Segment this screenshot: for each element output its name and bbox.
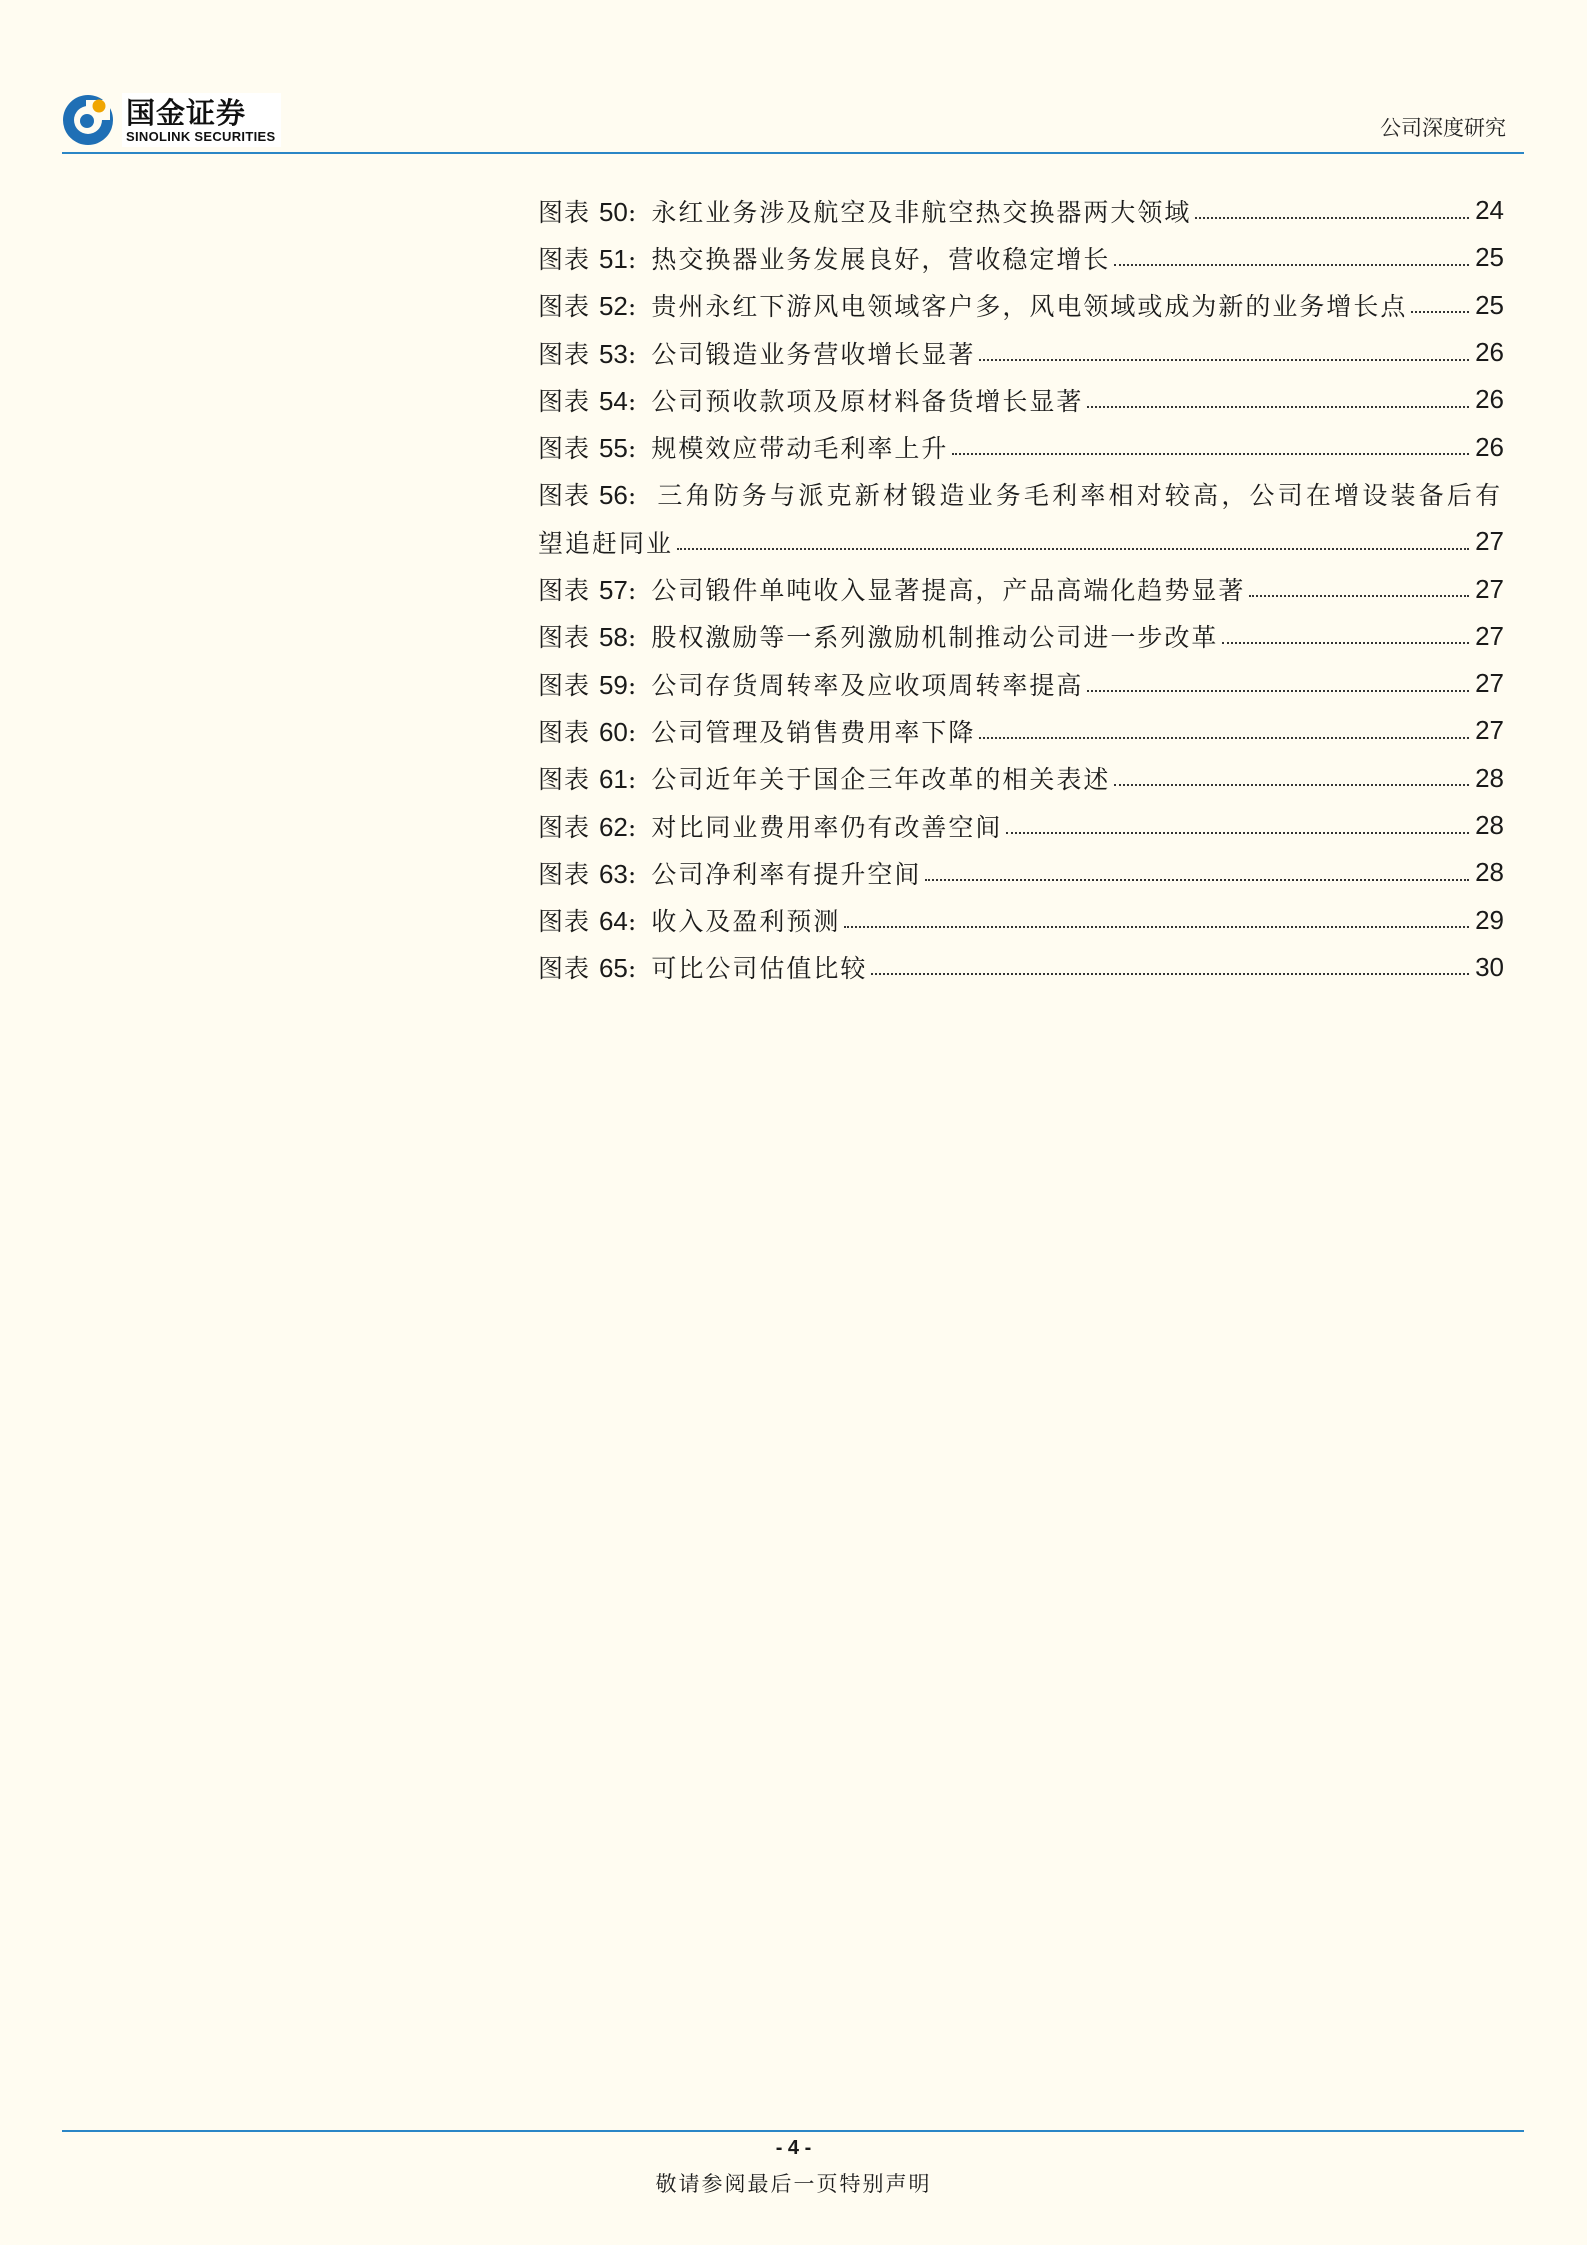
toc-page: 28 (1475, 857, 1504, 888)
disclaimer-note: 敬请参阅最后一页特别声明 (655, 2172, 932, 2196)
toc-label: 图表 50: (538, 196, 638, 227)
toc-label: 图表 62: (538, 811, 638, 842)
footer-divider (62, 2130, 1524, 2132)
toc-title: 公司近年关于国企三年改革的相关表述 (651, 765, 1111, 795)
toc-title: 贵州永红下游风电领域客户多，风电领域或成为新的业务增长点 (651, 292, 1408, 322)
toc-item-53[interactable] (538, 329, 1504, 376)
page-header (62, 88, 1524, 154)
toc-label: 图表 58: (538, 622, 638, 653)
dot-leader (1249, 595, 1469, 597)
toc-page: 27 (1475, 715, 1504, 746)
toc-page: 24 (1475, 195, 1504, 226)
toc-label: 图表 64: (538, 906, 638, 937)
toc-page: 27 (1475, 573, 1504, 604)
dot-leader (1195, 217, 1469, 219)
toc-label: 图表 54: (538, 385, 638, 416)
logo-text (122, 93, 281, 147)
toc-title: 公司锻件单吨收入显著提高，产品高端化趋势显著 (651, 576, 1246, 606)
toc-title: 热交换器业务发展良好，营收稳定增长 (651, 244, 1111, 274)
toc-label: 图表 59: (538, 669, 638, 700)
dot-leader (979, 737, 1469, 739)
toc-label: 图表 56: (538, 480, 638, 511)
toc-item-59[interactable] (538, 660, 1504, 707)
toc-item-58[interactable] (538, 613, 1504, 660)
toc-page: 26 (1475, 384, 1504, 415)
dot-leader (979, 359, 1469, 361)
toc-label: 图表 60: (538, 716, 638, 747)
toc-item-64[interactable] (538, 896, 1504, 943)
toc-page: 26 (1475, 431, 1504, 462)
toc-label: 图表 53: (538, 338, 638, 369)
dot-leader (925, 879, 1469, 881)
toc-item-62[interactable] (538, 802, 1504, 849)
toc-label: 图表 65: (538, 953, 638, 984)
toc-item-51[interactable] (538, 234, 1504, 281)
company-logo (62, 92, 281, 148)
logo-chinese-name: 国金证券 (126, 96, 247, 130)
toc-page: 29 (1475, 904, 1504, 935)
header-divider (62, 152, 1524, 154)
toc-label: 图表 51: (538, 243, 638, 274)
toc-page: 25 (1475, 242, 1504, 273)
dot-leader (844, 926, 1469, 928)
dot-leader (871, 973, 1469, 975)
toc-label: 图表 63: (538, 858, 638, 889)
dot-leader (1006, 832, 1469, 834)
dot-leader (1114, 784, 1469, 786)
toc-page: 28 (1475, 810, 1504, 840)
dot-leader (952, 453, 1469, 455)
report-type: 公司深度研究 (1380, 116, 1506, 140)
toc-title: 永红业务涉及航空及非航空热交换器两大领域 (651, 197, 1192, 227)
toc-title: 公司存货周转率及应收项周转率提高 (651, 670, 1084, 700)
dot-leader (677, 548, 1469, 550)
toc-title: 股权激励等一系列激励机制推动公司进一步改革 (651, 623, 1219, 653)
toc-item-60[interactable] (538, 707, 1504, 754)
dot-leader (1087, 690, 1469, 692)
toc-item-57[interactable] (538, 565, 1504, 612)
toc-title: 收入及盈利预测 (651, 907, 841, 937)
toc-label: 图表 61: (538, 764, 638, 795)
dot-leader (1411, 311, 1469, 313)
toc-title: 可比公司估值比较 (651, 954, 868, 984)
toc-item-56[interactable] (538, 471, 1504, 518)
dot-leader (1114, 264, 1469, 266)
dot-leader (1087, 406, 1469, 408)
toc-page: 28 (1475, 762, 1504, 793)
logo-english-name: SINOLINK SECURITIES (126, 129, 276, 144)
toc-title: 公司预收款项及原材料备货增长显著 (651, 386, 1084, 416)
toc-item-56-continuation[interactable] (538, 518, 1504, 565)
toc-page: 26 (1475, 337, 1504, 368)
toc-label: 图表 55: (538, 433, 638, 464)
toc-item-61[interactable] (538, 755, 1504, 802)
toc-page: 27 (1475, 526, 1504, 557)
toc-title: 公司管理及销售费用率下降 (651, 717, 976, 747)
toc-title: 公司锻造业务营收增长显著 (651, 339, 976, 369)
toc-item-55[interactable] (538, 423, 1504, 470)
page-number: - 4 - (775, 2137, 812, 2159)
dot-leader (1222, 642, 1469, 644)
toc-title: 对比同业费用率仍有改善空间 (651, 812, 1003, 842)
toc-label: 图表 57: (538, 575, 638, 606)
toc-page: 27 (1475, 668, 1504, 699)
toc-page: 30 (1475, 951, 1504, 982)
toc-title-continuation: 望追赶同业 (538, 528, 674, 558)
toc-item-65[interactable] (538, 944, 1504, 991)
toc-item-54[interactable] (538, 376, 1504, 423)
toc-item-50[interactable] (538, 187, 1504, 234)
toc-page: 27 (1475, 620, 1504, 651)
figure-list (538, 187, 1504, 991)
toc-title: 规模效应带动毛利率上升 (651, 434, 949, 464)
toc-label: 图表 52: (538, 291, 638, 322)
toc-title: 公司净利率有提升空间 (651, 859, 922, 889)
toc-page: 25 (1475, 289, 1504, 320)
toc-item-63[interactable] (538, 849, 1504, 896)
sinolink-logo-icon (62, 94, 114, 146)
toc-item-52[interactable] (538, 282, 1504, 329)
toc-title: 三角防务与派克新材锻造业务毛利率相对较高，公司在增设装备后有 (657, 481, 1504, 511)
